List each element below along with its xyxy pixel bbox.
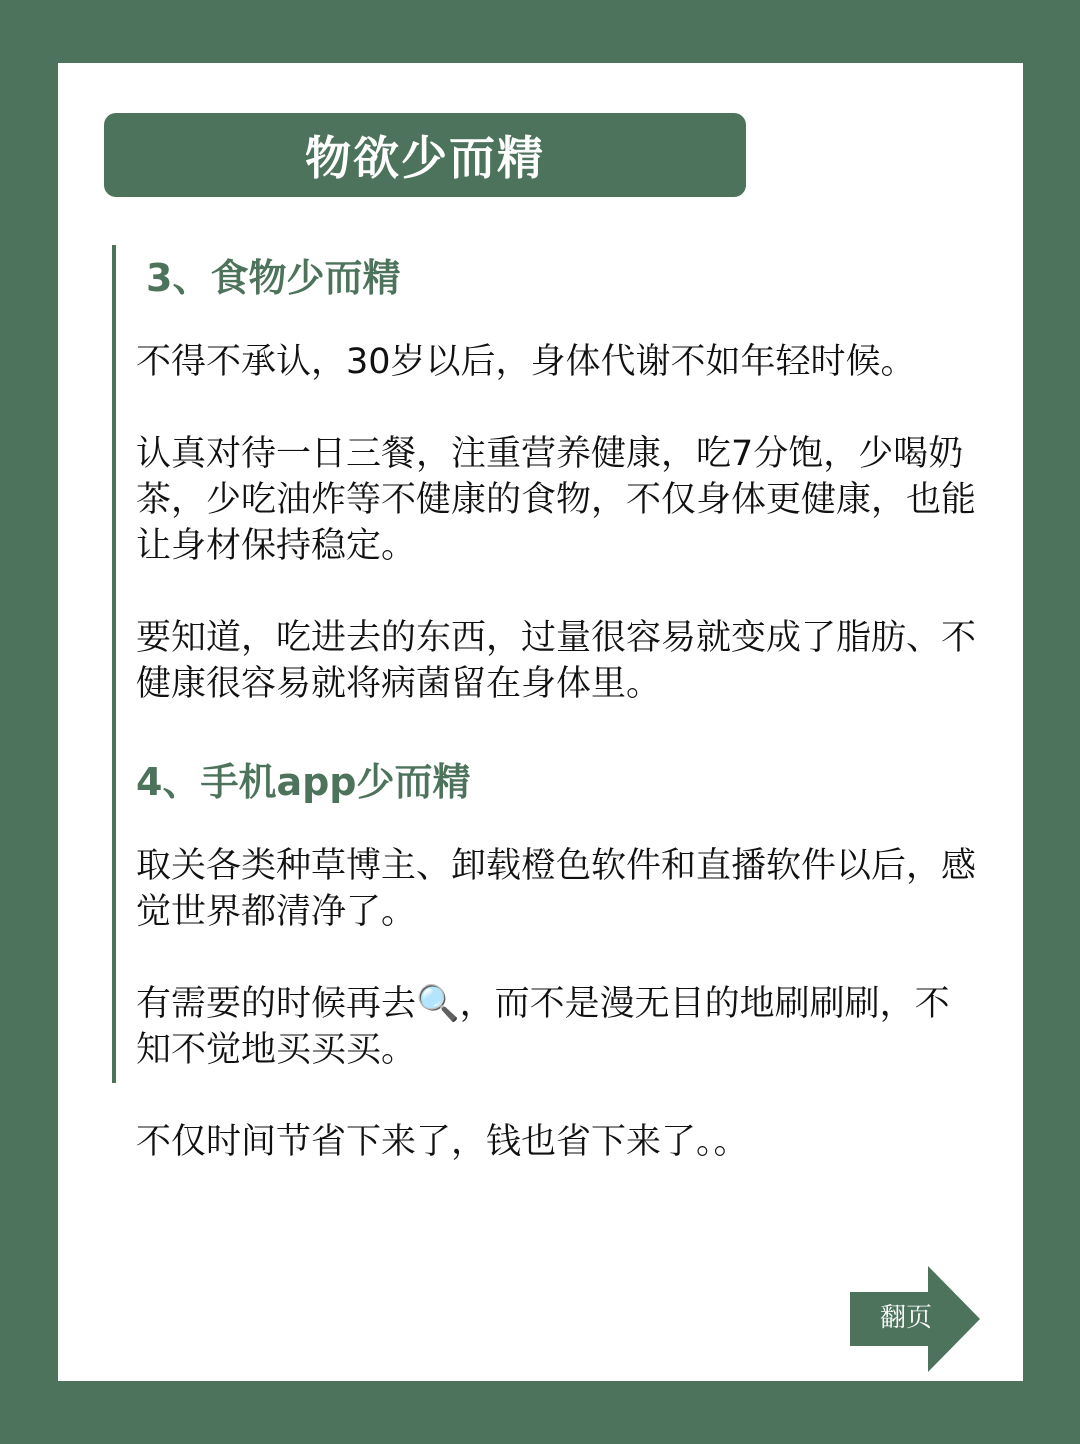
paragraph: 取关各类种草博主、卸载橙色软件和直播软件以后，感觉世界都清净了。 (136, 846, 977, 932)
page-title: 物欲少而精 (305, 131, 545, 185)
next-page-label: 翻页 (879, 1303, 932, 1333)
paragraph: 不得不承认，30岁以后，身体代谢不如年轻时候。 (136, 342, 916, 382)
title-banner (104, 113, 746, 197)
section-heading-apps: 4、手机app少而精 (136, 760, 471, 804)
paragraph: 认真对待一日三餐，注重营养健康，吃7分饱，少喝奶茶，少吃油炸等不健康的食物，不仅身体更健康，也能让身材保持稳定。 (136, 434, 977, 566)
section-divider-rule (112, 245, 116, 1083)
content-card (58, 63, 1023, 1381)
paragraph: 要知道，吃进去的东西，过量很容易就变成了脂肪、不健康很容易就将病菌留在身体里。 (136, 618, 977, 704)
section-heading-food: 3、食物少而精 (146, 256, 401, 300)
next-page-button[interactable] (850, 1266, 982, 1372)
paragraph: 有需要的时候再去🔍，而不是漫无目的地刷刷刷，不知不觉地买买买。 (136, 984, 950, 1070)
paragraph: 不仅时间节省下来了，钱也省下来了。。 (136, 1122, 749, 1162)
